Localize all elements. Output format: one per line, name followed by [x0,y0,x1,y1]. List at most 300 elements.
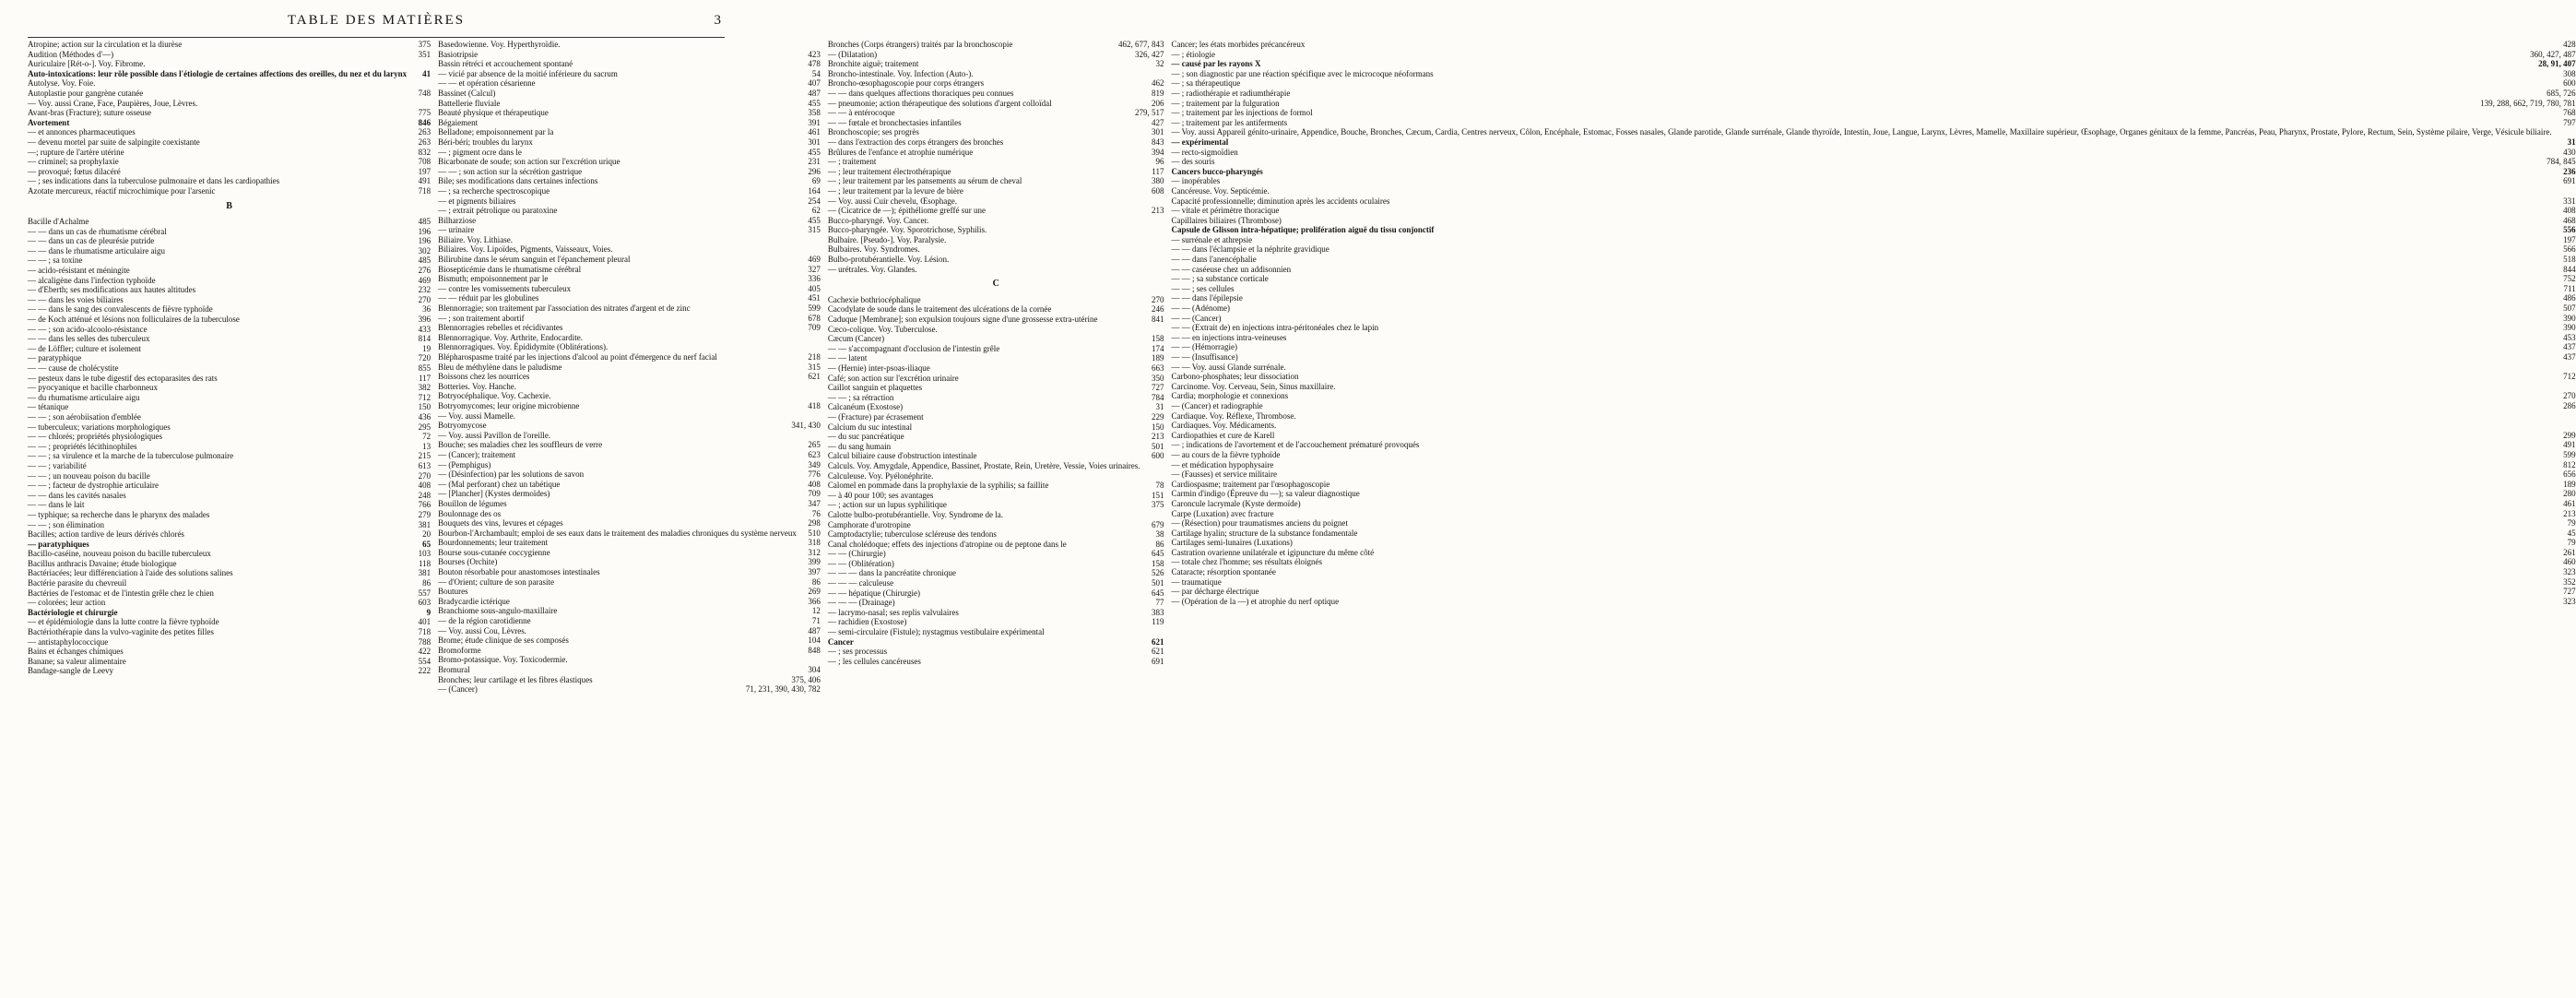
index-entry-page: 65 [422,539,431,549]
index-entry [828,647,1164,657]
index-entry [1171,489,2575,499]
index-entry-page: 599 [808,303,821,314]
index-entry [438,372,821,382]
index-entry-term: Boutures [438,587,468,597]
index-entry [28,148,431,158]
index-column-1 [28,38,431,993]
index-entry [28,491,431,501]
index-entry [438,323,821,333]
index-entry-term: Capsule de Glisson intra-hépatique; prolifération aiguë du tissu conjonctif [1171,225,1435,235]
index-entry-term: — — (Adénome) [1171,303,1230,314]
index-entry-page: 390 [2563,323,2576,333]
index-entry [1171,587,2575,597]
index-entry-page: 19 [422,343,431,353]
index-entry-term: Bile; ses modifications dans certaines infections [438,176,598,186]
index-entry-page: 104 [808,636,821,646]
index-entry-term: — Voy. aussi Cuir chevelu, Œsophage. [827,196,957,206]
index-entry-page: 797 [2563,117,2576,127]
index-entry [438,157,821,167]
index-entry-term: — — ; sa rétraction [827,392,894,402]
index-entry [438,196,821,207]
index-entry-page: 298 [808,518,821,529]
index-entry-page: 685, 726 [2546,88,2576,98]
index-entry-term: Bronchoscopie; ses progrès [827,127,919,137]
index-entry [1171,69,2575,79]
index-entry-term: — expérimental [1171,137,1229,147]
index-entry-term: — — — calculeuse [827,578,894,588]
index-entry [1171,509,2575,519]
index-entry-page: 462, 677, 843 [1117,40,1164,49]
index-entry-term: Broncho-intestinale. Voy. Infection (Auto-). [827,68,974,78]
index-entry [1171,421,2575,431]
index-entry-page: 76 [811,508,821,518]
index-entry [28,227,431,237]
index-entry-term: — — dans le rhumatisme articulaire aigu [28,245,165,255]
index-entry-page: 197 [418,166,431,176]
index-entry-term: — et épidémiologie dans la lutte contre la fièvre typhoïde [28,617,219,627]
index-entry-page: 437 [2563,342,2576,352]
index-entry [828,578,1164,588]
index-entry-term: — traumatique [1171,576,1222,587]
index-entry [438,411,821,422]
index-entry [1171,323,2575,333]
index-entry [1171,108,2575,118]
index-entry [1171,460,2575,470]
index-entry-term: — — Voy. aussi Glande surrénale. [1171,362,1286,372]
index-entry [828,383,1164,393]
index-entry-page: 645 [1151,549,1164,559]
index-entry-page: 86 [811,576,821,587]
index-entry-term: Cachexie bothriocéphalique [827,294,921,304]
index-entry-page: 78 [1155,481,1164,491]
index-entry-term: — au cours de la fièvre typhoïde [1171,449,1281,459]
index-entry-page: 38 [1155,529,1164,540]
index-entry [438,284,821,294]
index-entry-page: 254 [808,196,821,206]
index-entry-term: — — ; variabilité [28,460,87,470]
index-entry-term: Bactérie parasite du chevreuil [28,578,127,588]
index-entry-term: Cardiaques. Voy. Médicaments. [1171,421,1277,431]
index-entry [1171,176,2575,186]
index-entry [438,489,821,499]
index-entry-term: Carcinome. Voy. Cerveau, Sein, Sinus maxillaire. [1171,381,1336,391]
index-entry-page: 383 [1151,607,1164,617]
index-entry-term: — ; ses indications dans la tuberculose pulmonaire et dans les cardiopathies [28,176,280,186]
index-entry-page: 79 [2567,538,2576,548]
index-entry [828,235,1164,245]
index-entry [438,206,821,216]
index-entry-page: 645 [1151,588,1164,598]
index-entry-term: — — ; son action sur la sécrétion gastrique [438,166,583,176]
index-entry-term: — — cause de cholécystite [28,363,119,373]
index-entry [1171,206,2575,216]
index-entry [28,108,431,118]
index-entry [828,481,1164,491]
index-entry-page: 613 [418,460,431,470]
index-entry [438,255,821,265]
index-entry-term: — — chlorés; propriétés physiologiques [28,432,162,442]
index-entry-page: 487 [808,88,821,98]
index-entry-page: 437 [2563,352,2576,362]
index-entry [1171,167,2575,177]
index-entry [28,295,431,305]
index-entry [828,491,1164,501]
index-entry-term: — pyocyanique et bacille charbonneux [28,383,158,393]
index-entry-term: Autolyse. Voy. Foie. [28,78,96,89]
index-entry-term: — alcaligène dans l'infection typhoïde [28,275,156,285]
index-entry-term: Bilirubine dans le sérum sanguin et l'épanchement pleural [438,255,631,265]
index-entry [1171,157,2575,167]
index-entry-term: Bulbo-protubérantielle. Voy. Lésion. [827,255,950,265]
index-entry-page: 678 [808,313,821,323]
index-entry-term: Caillot sanguin et plaquettes [827,383,923,393]
index-entry-term: — — dans les cavités nasales [28,490,126,500]
index-entry-page: 391 [808,117,821,127]
index-entry [438,362,821,373]
index-entry [828,157,1164,167]
index-entry-term: — Voy. aussi Appareil génito-urinaire, Appendice, Bouche, Bronches, Cæcum, Cardia, Centres nerveux, Côlon, Encéphale, Estomac, Fosses nasales, Glande parotide, Glande surrénale, Glande thyroïde, Intestin, Joue, Langue, Larynx, Lèvres, Mamelle, Maxillaire supérieur, Œsophage, Organes génitaux de la femme, Pancréas, Peau, Pharynx, Prostate, Pylore, Rectum, Sein, Système pilaire, Verge, Vésicule biliaire. [1171,127,2552,137]
index-entry-term: — — réduit par les globulines [438,293,539,303]
index-entry-page: 9 [426,607,431,617]
index-entry-term: — à 40 pour 100; ses avantages [827,490,934,500]
index-column-3 [828,38,1164,993]
index-entry-term: Blennorragique. Voy. Arthrite, Endocardite. [438,332,583,342]
index-entry-page: 462 [1151,78,1164,89]
index-entry [438,382,821,392]
index-entry [1171,538,2575,548]
index-entry-page: 366 [808,596,821,606]
index-entry-page: 727 [2563,587,2576,597]
index-entry-term: Cancer; les états morbides précancéreux [1171,40,1306,49]
index-entry-term: — Voy. aussi Cou, Lèvres. [438,625,526,636]
index-entry-page: 461 [808,127,821,137]
index-entry-term: — — latent [827,353,868,363]
index-entry [1171,333,2575,343]
section-letter-heading: B [226,200,232,211]
index-entry [28,255,431,266]
index-entry-term: — du sang humain [827,441,892,451]
index-entry-page: 71 [811,616,821,626]
index-entry-term: Bacilles; action tardive de leurs dérivés chlorés [28,529,184,540]
index-entry-term: — ; sa recherche spectroscopique [438,185,550,196]
index-entry [438,167,821,177]
index-entry [438,148,821,158]
index-entry [828,206,1164,216]
index-entry-term: — (Fausses) et service militaire [1171,469,1277,480]
index-entry-page: 775 [418,108,431,118]
index-entry-term: — — ; ses cellules [1171,283,1235,293]
index-entry [828,442,1164,452]
index-entry-term: — dans l'extraction des corps étrangers des bronches [827,137,1004,147]
index-entry-term: — ; traitement par la fulguration [1171,98,1280,108]
index-entry [1171,450,2575,460]
index-entry-term: Calomel en pommade dans la prophylaxie de la syphilis; sa faillite [827,481,1049,491]
index-entry [438,118,821,128]
index-entry-page: 117 [1152,166,1164,176]
index-entry [828,344,1164,354]
index-entry-page: 229 [1151,411,1164,422]
index-entry-page: 69 [811,176,821,186]
index-entry-page: 663 [1151,363,1164,373]
index-entry-term: — — (Chirurgie) [827,549,886,559]
index-entry [28,529,431,540]
index-entry-term: — contre les vomissements tuberculeux [438,283,572,293]
index-entry [28,353,431,363]
index-entry [828,559,1164,569]
index-entry-term: — ; son diagnostic par une réaction spécifique avec le microcoque néoformans [1171,68,1434,78]
index-entry [1171,274,2575,284]
index-entry [828,265,1164,275]
index-entry-term: Calcul biliaire cause d'obstruction intestinale [827,451,977,461]
index-entry [28,69,431,79]
index-column-4 [1171,38,2575,993]
index-entry-term: Bacillo-caséine, nouveau poison du bacille tuberculeux [28,549,211,559]
index-entry-term: Carpe (Luxation) avec fracture [1171,508,1274,518]
index-entry-page: 71, 231, 390, 430, 782 [745,684,821,695]
index-entry [828,69,1164,79]
index-entry [28,598,431,608]
index-entry [28,363,431,374]
index-entry [828,89,1164,99]
index-entry [28,276,431,286]
index-entry [828,40,1164,50]
index-entry-page: 315 [808,225,821,235]
index-entry [438,675,821,685]
index-entry [438,684,821,695]
index-entry [438,450,821,460]
index-entry [1171,59,2575,69]
index-entry-page: 270 [2563,391,2576,401]
index-entry-term: Bains et échanges chimiques [28,647,124,657]
index-entry-page: 218 [808,352,821,362]
index-entry-page: 248 [418,490,431,500]
index-entry-page: 72 [422,432,431,442]
index-entry-page: 468 [2563,215,2576,225]
index-entry-page: 31 [2567,137,2576,147]
index-entry [828,315,1164,325]
index-entry-term: — — dans les selles des tuberculeux [28,334,150,344]
index-entry-term: — — ; son aérobiisation d'emblée [28,411,141,422]
index-entry-page: 12 [811,606,821,616]
index-entry-term: — (Résection) pour traumatismes anciens du poignet [1171,518,1348,529]
page-title: TABLE DES MATIÈRES [287,13,466,28]
index-entry-term: Bronches (Corps étrangers) traités par la bronchoscopie [827,40,1013,49]
index-entry-term: Bleu de méthylène dans le paludisme [438,362,562,372]
index-entry [28,266,431,276]
index-entry-term: — inopérables [1171,176,1221,186]
index-entry-page: 150 [418,402,431,412]
index-entry [28,157,431,167]
index-entry [28,451,431,461]
index-entry-term: Bassinet (Calcul) [438,88,496,98]
index-entry [438,616,821,626]
index-entry-page: 507 [2563,303,2576,314]
index-entry-term: Beauté physique et thérapeutique [438,108,549,118]
index-entry [1171,89,2575,99]
index-entry-term: — colorées; leur action [28,598,106,608]
index-entry-page: 768 [2563,108,2576,118]
index-entry-term: Bourse sous-cutanée coccygienne [438,547,550,557]
index-entry [828,78,1164,89]
index-entry [438,440,821,450]
index-entry-page: 296 [808,166,821,176]
index-entry-page: 280 [2563,489,2576,499]
index-entry-page: 231 [808,157,821,167]
index-entry [828,304,1164,315]
index-entry-page: 263 [418,137,431,147]
index-entry-term: Castration ovarienne unilatérale et igipuncture du même côté [1171,547,1375,557]
index-entry [1171,314,2575,324]
index-entry-page: 401 [418,617,431,627]
index-entry [28,608,431,618]
index-entry-term: Bouillon de légumes [438,498,507,508]
index-entry [1171,127,2575,137]
index-entry-page: 375, 406 [791,674,821,684]
index-entry [28,246,431,256]
index-entry-term: Calculeuse. Voy. Pyélonéphrite. [827,470,934,481]
index-entry-term: — — — dans la pancréatite chronique [827,568,956,578]
index-entry-term: — — (Insuffisance) [1171,352,1238,362]
index-entry-page: 351 [418,49,431,59]
index-entry [828,127,1164,137]
index-entry [1171,411,2575,422]
index-entry [438,597,821,607]
index-entry [28,217,431,227]
index-entry-term: — ; leur traitement par la levure de bière [827,185,963,196]
index-entry-term: Cartilages semi-lunaires (Luxations) [1171,538,1293,548]
index-entry-page: 28, 91, 407 [2538,59,2576,69]
index-entry-page: 814 [418,334,431,344]
index-entry-page: 318 [808,538,821,548]
index-entry-term: Caduque [Membrane]; son expulsion toujours signe d'une grossesse extra-utérine [827,315,1098,325]
index-entry-term: Avortement [28,117,70,127]
index-entry-page: 487 [808,625,821,636]
index-entry-page: 269 [808,587,821,597]
index-entry-page: 286 [2563,400,2576,410]
index-entry [28,374,431,384]
index-entry [828,529,1164,540]
index-entry-term: — — (Oblitération) [827,558,894,568]
index-entry-term: — (Dilatation) [827,49,878,59]
index-entry-page: 189 [2563,479,2576,489]
index-entry-page: 263 [418,127,431,137]
index-entry-term: Bégaiement [438,117,479,127]
index-entry [28,59,431,69]
index-entry [1171,391,2575,401]
index-entry-page: 485 [418,255,431,266]
index-entry-term: — — dans les voies biliaires [28,294,124,304]
index-entry-term: — typhique; sa recherche dans le pharynx des malades [28,509,210,519]
index-entry [828,510,1164,520]
index-entry-page: 381 [418,519,431,529]
index-entry-term: Botteries. Voy. Hanche. [438,381,516,391]
index-column-2 [438,38,821,993]
index-entry-term: —; rupture de l'artère utérine [28,147,124,157]
index-entry-term: Bourses (Orchite) [438,557,498,567]
index-entry-page: 206 [1151,98,1164,108]
index-entry-term: — ; extrait pétrolique ou paratoxine [438,206,558,216]
index-entry [28,383,431,393]
page-header [28,0,725,38]
index-entry [28,432,431,442]
index-entry-page: 396 [418,315,431,325]
index-entry [828,50,1164,60]
index-entry-term: — semi-circulaire (Fistule); nystagmus vestibulaire expérimental [827,627,1045,637]
index-entry-term: — vitale et périmètre thoracique [1171,206,1280,216]
index-entry [438,303,821,314]
index-entry-page: 312 [808,547,821,557]
index-entry-page: 158 [1151,334,1164,344]
index-entry-term: — (Mal perforant) chez un tabétique [438,479,561,489]
index-entry-term: Bactériothérapie dans la vulvo-vaginite des petites filles [28,627,214,637]
index-entry-term: Biliaires. Voy. Lipoïdes, Pigments, Vaisseaux, Voies. [438,244,613,255]
index-entry-term: Calotte bulbo-protubérantielle. Voy. Syndrome de la. [827,509,1003,519]
index-entry-page: 119 [1152,617,1164,627]
index-entry [438,655,821,665]
index-entry [828,627,1164,637]
index-entry-term: Botryocéphalique. Voy. Cachexie. [438,391,551,401]
index-entry [1171,255,2575,265]
index-entry [828,637,1164,648]
index-entry-page: 436 [418,411,431,422]
index-entry [28,315,431,325]
index-entry-page: 841 [1151,315,1164,325]
index-entry-term: — — caséeuse chez un addisonnien [1171,264,1292,274]
index-entry [1171,225,2575,235]
index-entry-page: 460 [2563,557,2576,567]
index-entry [28,78,431,89]
index-entry-page: 478 [808,59,821,69]
index-entry-term: Brûlures de l'enfance et atrophie numérique [827,147,974,157]
index-entry-term: — devenu mortel par suite de salpingite coexistante [28,137,200,147]
page-number: 3 [714,13,721,28]
index-entry-page: 341, 430 [791,421,821,431]
index-entry-page: 518 [2563,255,2576,265]
index-entry-page: 350 [1151,373,1164,383]
index-entry [828,353,1164,363]
index-entry-page: 848 [808,645,821,655]
index-entry [28,412,431,422]
index-entry-page: 301 [1151,127,1164,137]
index-entry-page: 327 [808,264,821,274]
index-entry-term: Cancéreuse. Voy. Septicémie. [1171,185,1270,196]
index-entry [438,244,821,255]
index-entry-page: 501 [1151,441,1164,451]
index-entry [828,186,1164,196]
index-entry [438,480,821,490]
index-entry-page: 603 [418,598,431,608]
index-entry [1171,284,2575,294]
index-entry-page: 712 [2563,372,2576,382]
index-entry [28,647,431,657]
index-entry [28,304,431,315]
index-entry-term: Autoplastie pour gangrène cutanée [28,88,144,98]
index-entry [828,374,1164,384]
index-entry-term: Calcanéum (Exostose) [827,402,904,412]
index-entry-term: — ; traitement par les injections de formol [1171,108,1313,118]
index-entry-term: Basedowienne. Voy. Hyperthyroïdie. [438,40,561,49]
index-entry-page: 358 [808,108,821,118]
index-entry-term: — ; indications de l'avortement et de l'accouchement prématuré provoqués [1171,440,1420,450]
index-entry-page: 491 [418,176,431,186]
index-entry-page: 397 [808,567,821,577]
index-entry-page: 556 [2563,225,2576,235]
index-entry-page: 158 [1151,558,1164,568]
index-entry [438,606,821,616]
index-entry [828,108,1164,118]
index-entry-page: 656 [2563,469,2576,480]
index-entry-page: 331 [2563,196,2576,206]
